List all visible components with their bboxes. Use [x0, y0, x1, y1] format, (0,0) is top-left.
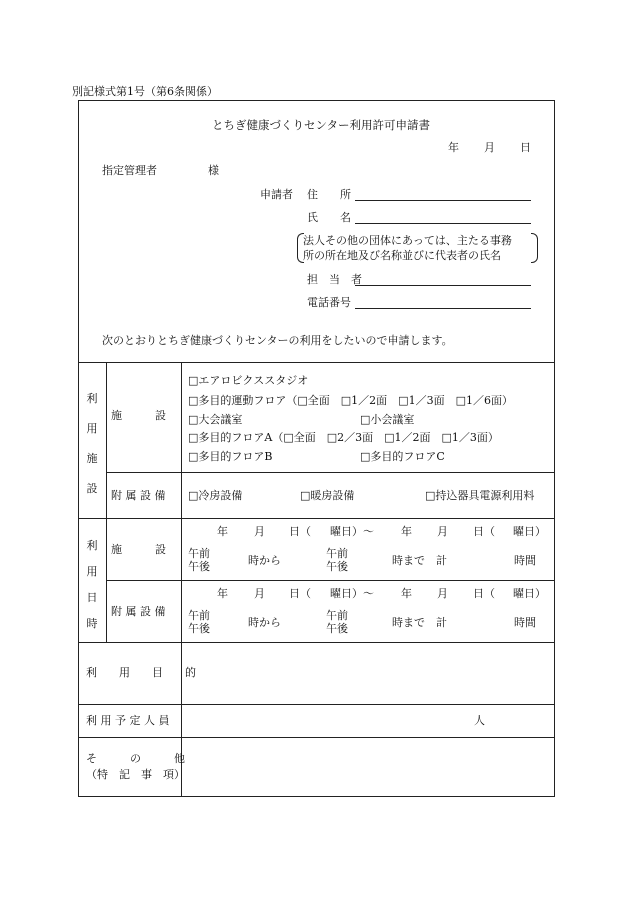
- equipment-cooling[interactable]: □冷房設備: [188, 489, 243, 502]
- start-year: 年: [217, 587, 228, 600]
- phone-field[interactable]: [355, 308, 531, 309]
- end-day: 日（: [473, 587, 495, 600]
- request-text: 次のとおりとちぎ健康づくりセンターの利用をしたいので申請します。: [102, 334, 453, 347]
- special-notes-label: （特 記 事 項）: [86, 768, 185, 781]
- am-label: 午前: [326, 547, 348, 560]
- manager-label: 指定管理者: [102, 164, 157, 177]
- from-label: 時から: [248, 616, 281, 629]
- applicant-label: 申請者: [260, 188, 293, 201]
- form-title: とちぎ健康づくりセンター利用許可申請書: [212, 118, 431, 132]
- phone-label: 電話番号: [307, 296, 351, 309]
- right-bracket: [531, 233, 538, 263]
- name-field[interactable]: [355, 223, 531, 224]
- address-label: 住 所: [307, 188, 351, 201]
- end-month: 月: [437, 587, 448, 600]
- application-form: [78, 100, 555, 797]
- date-day: 日: [520, 141, 531, 154]
- grid-line: [106, 472, 555, 473]
- end-year: 年: [401, 587, 412, 600]
- hours-label: 時間: [514, 616, 536, 629]
- grid-line: [78, 362, 555, 363]
- am-label: 午前: [188, 547, 210, 560]
- from-label: 時から: [248, 554, 281, 567]
- date-year: 年: [448, 141, 459, 154]
- schedule-equipment-label: 附 属 設 備: [111, 605, 166, 618]
- end-weekday: 曜日）: [513, 587, 546, 600]
- start-day: 日（: [289, 587, 311, 600]
- contact-label: 担 当 者: [307, 273, 362, 286]
- grid-line: [78, 704, 555, 705]
- facility-option-aerobics[interactable]: □エアロビクススタジオ: [188, 374, 309, 387]
- hours-label: 時間: [514, 554, 536, 567]
- equipment-heating[interactable]: □暖房設備: [300, 489, 355, 502]
- section1-char: 設: [86, 482, 98, 495]
- grid-line: [78, 737, 555, 738]
- until-label: 時まで 計: [392, 554, 447, 567]
- section2-char: 日: [86, 591, 98, 604]
- start-year: 年: [217, 525, 228, 538]
- grid-line: [78, 642, 555, 643]
- end-year: 年: [401, 525, 412, 538]
- pm-label: 午後: [326, 622, 348, 635]
- grid-line: [106, 362, 107, 642]
- address-field[interactable]: [355, 200, 531, 201]
- grid-line: [181, 362, 182, 797]
- sama-label: 様: [208, 164, 219, 177]
- people-unit: 人: [474, 714, 485, 727]
- planned-people-label: 利 用 予 定 人 員: [86, 714, 170, 727]
- name-label: 氏 名: [307, 211, 351, 224]
- section2-char: 利: [86, 539, 98, 552]
- end-weekday: 曜日）: [513, 525, 546, 538]
- section2-char: 用: [86, 565, 98, 578]
- equipment-power[interactable]: □持込器具電源利用料: [425, 489, 535, 502]
- facility-option-floor-b[interactable]: □多目的フロアB: [188, 450, 273, 463]
- equipment-label: 附 属 設 備: [111, 489, 166, 502]
- other-label: そ の 他: [86, 752, 185, 765]
- facility-label: 施 設: [111, 409, 166, 422]
- facility-option-floor-a[interactable]: □多目的フロアA（□全面 □2／3面 □1／2面 □1／3面）: [188, 431, 499, 444]
- start-month: 月: [254, 587, 265, 600]
- start-day: 日（: [289, 525, 311, 538]
- facility-option-large-room[interactable]: □大会議室: [188, 413, 243, 426]
- schedule-facility-label: 施 設: [111, 543, 166, 556]
- am-label: 午前: [188, 609, 210, 622]
- pm-label: 午後: [326, 560, 348, 573]
- corporate-note-line2: 所の所在地及び名称並びに代表者の氏名: [303, 249, 501, 262]
- purpose-label: 利 用 目 的: [86, 666, 196, 679]
- am-label: 午前: [326, 609, 348, 622]
- start-weekday: 曜日）～: [330, 587, 374, 600]
- contact-field[interactable]: [355, 285, 531, 286]
- date-month: 月: [484, 141, 495, 154]
- form-label: 別記様式第1号（第6条関係）: [72, 85, 218, 98]
- section2-char: 時: [86, 617, 98, 630]
- end-day: 日（: [473, 525, 495, 538]
- section1-char: 施: [86, 452, 98, 465]
- facility-option-floor-c[interactable]: □多目的フロアC: [360, 450, 445, 463]
- pm-label: 午後: [188, 622, 210, 635]
- grid-line: [78, 518, 555, 519]
- start-weekday: 曜日）～: [330, 525, 374, 538]
- facility-option-sports-floor[interactable]: □多目的運動フロア（□全面 □1／2面 □1／3面 □1／6面）: [188, 394, 513, 407]
- until-label: 時まで 計: [392, 616, 447, 629]
- section1-char: 利: [86, 392, 98, 405]
- section1-char: 用: [86, 422, 98, 435]
- pm-label: 午後: [188, 560, 210, 573]
- start-month: 月: [254, 525, 265, 538]
- corporate-note-line1: 法人その他の団体にあっては、主たる事務: [303, 234, 512, 247]
- grid-line: [106, 580, 555, 581]
- end-month: 月: [437, 525, 448, 538]
- facility-option-small-room[interactable]: □小会議室: [360, 413, 415, 426]
